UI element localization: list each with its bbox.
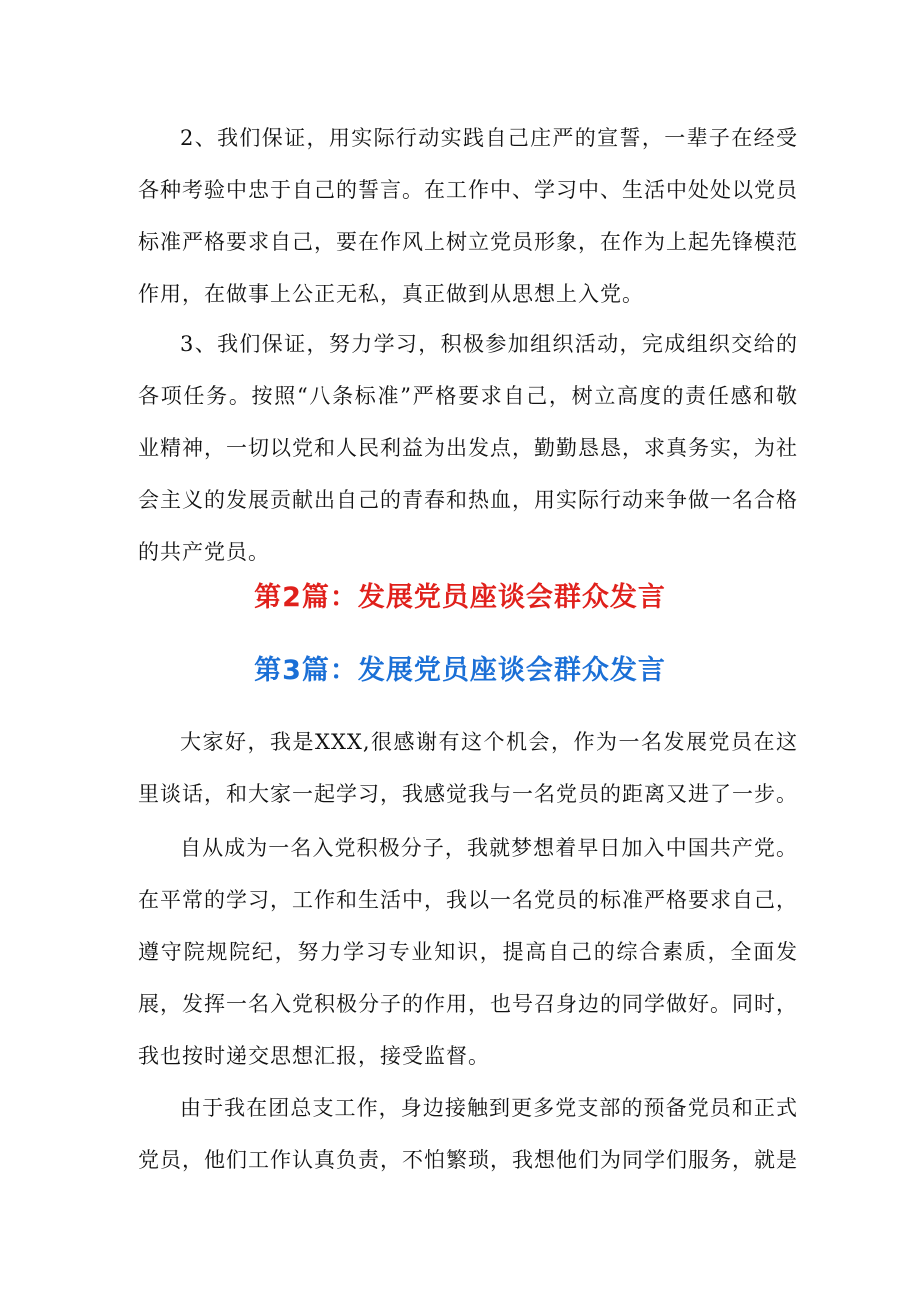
paragraph-greeting: 大家好，我是XXX,很感谢有这个机会，作为一名发展党员在这里谈话，和大家一起学习，我感觉我与一名党员的距离又进了一步。 (138, 730, 798, 806)
paragraph-youth-league: 由于我在团总支工作，身边接触到更多党支部的预备党员和正式党员，他们工作认真负责，不怕繁琐，我想他们为同学们服务，就是 (138, 1096, 798, 1172)
heading-article-3: 第3篇：发展党员座谈会群众发言 (254, 655, 666, 686)
paragraph-activist: 自从成为一名入党积极分子，我就梦想着早日加入中国共产党。在平常的学习，工作和生活中，我以一名党员的标准严格要求自己，遵守院规院纪，努力学习专业知识，提高自己的综合素质，全面发展，发挥一名入党积极分子的作用，也号召身边的同学做好。同时，我也按时递交思想汇报，接受监督。 (138, 836, 798, 1068)
paragraph-pledge-2: 2、我们保证，用实际行动实践自己庄严的宣誓，一辈子在经受各种考验中忠于自己的誓言。在工作中、学习中、生活中处处以党员标准严格要求自己，要在作风上树立党员形象，在作为上起先锋模范作用，在做事上公正无私，真正做到从思想上入党。 (138, 126, 798, 306)
heading-article-2: 第2篇：发展党员座谈会群众发言 (254, 582, 666, 613)
paragraph-pledge-3: 3、我们保证，努力学习，积极参加组织活动，完成组织交给的各项任务。按照“八条标准”严格要求自己，树立高度的责任感和敬业精神，一切以党和人民利益为出发点，勤勤恳恳，求真务实，为社会主义的发展贡献出自己的青春和热血，用实际行动来争做一名合格的共产党员。 (138, 332, 798, 564)
